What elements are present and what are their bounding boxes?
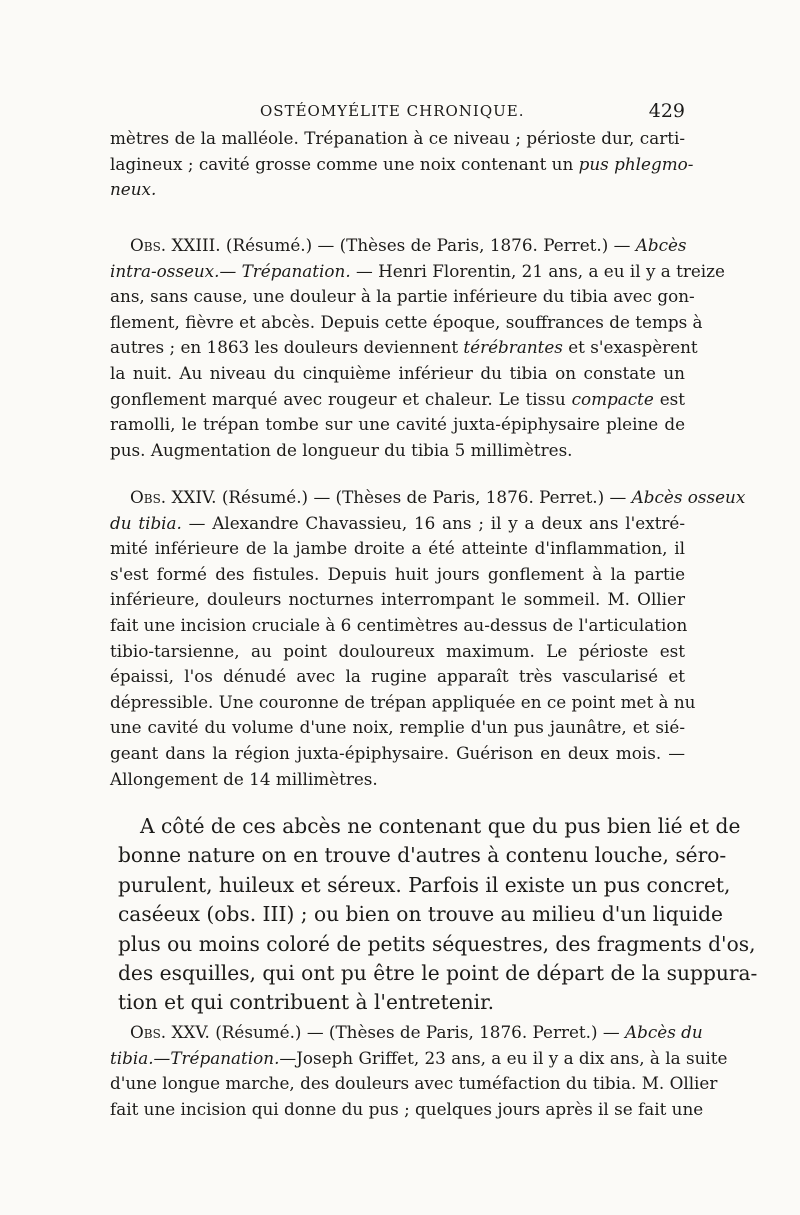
text-segment: autres ; en 1863 les douleurs deviennent [110,337,464,358]
text-segment: XXIV. (Résumé.) — (Thèses de Paris, 1876. Perret.) — [166,487,632,507]
text-segment: XXIII. (Résumé.) — (Thèses de Paris, 1876. Perret.) — [166,235,636,255]
text-line [110,1071,718,1097]
text-line [110,690,696,716]
text-line [110,438,685,464]
text-line [110,177,685,203]
text-segment: mité inférieure de la jambe droite a été atteinte d'inflammation, il [110,538,685,559]
italic-text: du tibia. [110,512,182,533]
text-line [110,310,703,336]
text-segment: tibio-tarsienne, au point douloureux maximum. Le périoste est [110,640,685,661]
text-line [118,930,756,959]
text-segment: est [653,388,685,409]
text-line [110,664,685,690]
text-line [110,335,698,361]
text-line [110,536,685,562]
text-segment: la nuit. Au niveau du cinquième inférieur du tibia on constate un [110,362,685,383]
text-line [118,959,758,988]
text-line [110,284,695,310]
text-segment: d'une longue marche, des douleurs avec tuméfaction du tibia. M. Ollier [110,1073,718,1094]
text-segment: bonne nature on en trouve d'autres à contenu louche, séro- [118,843,727,868]
text-segment: Allongement de 14 millimètres. [110,768,378,789]
obs-label: Obs. [130,1022,167,1042]
obs-label: Obs. [130,235,167,255]
paragraph-main-text [118,812,758,1018]
paragraph-obs-xxv [110,1020,728,1122]
text-line [110,1097,704,1123]
text-segment: pus. Augmentation de longueur du tibia 5 millimètres. [110,439,573,460]
text-segment: ans, sans cause, une douleur à la partie inférieure du tibia avec gon- [110,286,695,307]
text-segment: lagineux ; cavité grosse comme une noix contenant un [110,153,579,174]
text-segment: purulent, huileux et séreux. Parfois il existe un pus concret, [118,872,731,897]
text-segment: geant dans la région juxta-épiphysaire. Guérison en deux mois. — [110,742,685,763]
text-line [110,259,725,285]
text-segment: —Joseph Griffet, 23 ans, a eu il y a dix ans, à la suite [279,1047,728,1068]
text-line [118,841,727,870]
text-segment: caséeux (obs. III) ; ou bien on trouve au milieu d'un liquide [118,902,723,927]
text-line [110,152,694,178]
text-line [110,587,685,613]
italic-text: pus phlegmo- [578,153,694,174]
text-segment: ramolli, le trépan tombe sur une cavité juxta-épiphysaire pleine de [110,414,685,435]
text-segment: tion et qui contribuent à l'entretenir. [118,990,494,1015]
page-number: 429 [648,100,685,122]
text-segment: — Henri Florentin, 21 ans, a eu il y a treize [350,260,725,281]
paragraph-continuation [110,126,694,203]
text-segment: une cavité du volume d'une noix, remplie d'un pus jaunâtre, et sié- [110,717,685,738]
italic-text: térébrantes [463,337,563,358]
text-line [110,1020,703,1046]
text-segment: et s'exaspèrent [562,337,698,358]
text-line [118,871,731,900]
text-line [110,715,685,741]
text-segment: inférieure, douleurs nocturnes interrompant le sommeil. M. Ollier [110,589,685,610]
paragraph-obs-xxiv [110,485,746,792]
text-line [110,361,685,387]
running-title: OSTÉOMYÉLITE CHRONIQUE. [260,102,525,120]
italic-text: Abcès osseux [631,487,746,507]
text-line [110,485,746,511]
text-segment: A côté de ces abcès ne contenant que du pus bien lié et de [140,814,741,838]
text-line [110,613,688,639]
text-line [118,812,741,841]
text-segment: XXV. (Résumé.) — (Thèses de Paris, 1876. Perret.) — [166,1022,626,1042]
obs-label: Obs. [130,487,167,507]
italic-text: intra-osseux.— Trépanation. [110,260,351,281]
text-line [110,741,685,767]
text-segment: gonflement marqué avec rougeur et chaleur. Le tissu [110,388,572,409]
text-segment: — Alexandre Chavassieu, 16 ans ; il y a deux ans l'extré- [181,512,685,533]
italic-text: compacte [571,388,654,409]
text-line [110,562,685,588]
text-line [110,126,685,152]
text-line [110,511,685,537]
italic-text: Abcès du [625,1022,703,1042]
text-segment: des esquilles, qui ont pu être le point de départ de la suppura- [118,961,758,986]
running-head [110,100,685,124]
text-segment: mètres de la malléole. Trépanation à ce niveau ; périoste dur, carti- [110,128,685,148]
text-line [110,767,685,793]
italic-text: neux. [110,179,157,200]
text-line [118,900,723,929]
text-segment: fait une incision qui donne du pus ; quelques jours après il se fait une [110,1098,704,1119]
text-segment: fait une incision cruciale à 6 centimètres au-dessus de l'articulation [110,614,688,635]
text-segment: dépressible. Une couronne de trépan appliquée en ce point met à nu [110,691,696,712]
text-line [110,412,685,438]
text-segment: flement, fièvre et abcès. Depuis cette époque, souffrances de temps à [110,311,703,332]
text-segment: épaissi, l'os dénudé avec la rugine apparaît très vascularisé et [110,666,685,687]
text-segment: s'est formé des fistules. Depuis huit jours gonflement à la partie [110,563,685,584]
italic-text: Abcès [635,235,687,255]
text-segment: plus ou moins coloré de petits séquestres, des fragments d'os, [118,931,756,956]
text-line [110,387,685,413]
paragraph-obs-xxiii [110,233,725,463]
text-line [110,1046,728,1072]
text-line [110,639,685,665]
italic-text: tibia.—Trépanation. [110,1047,280,1068]
text-line [118,988,685,1017]
text-line [110,233,685,259]
